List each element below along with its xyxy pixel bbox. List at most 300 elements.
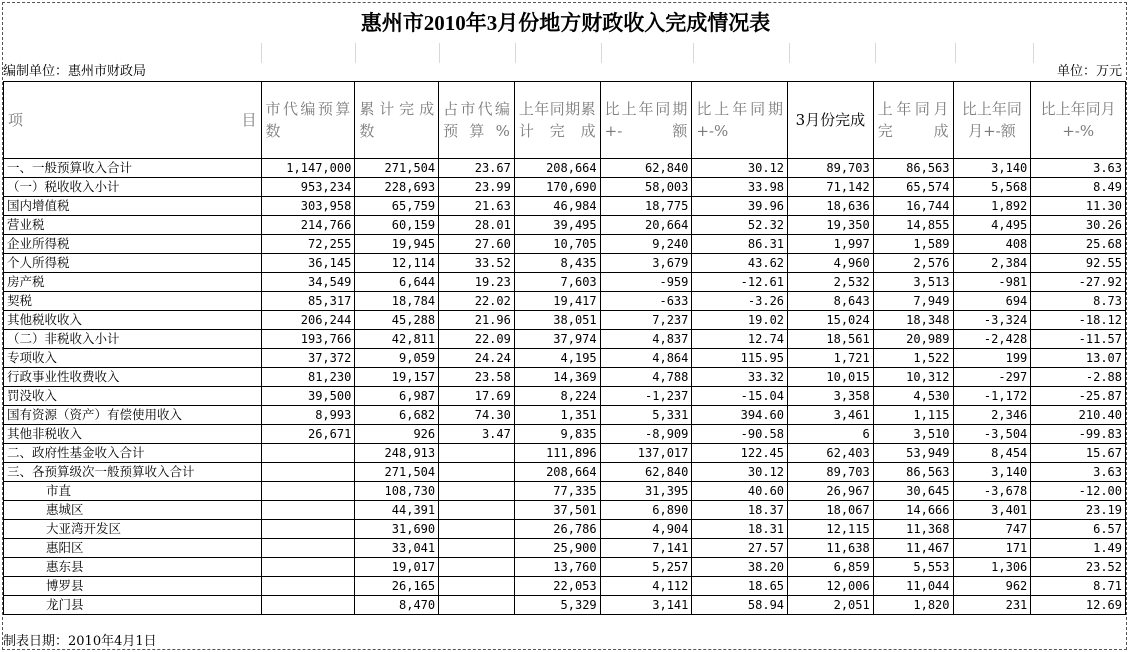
cell-col7: 89,703 <box>788 159 874 178</box>
cell-col4: 10,705 <box>514 235 600 254</box>
cell-col8: 11,044 <box>873 577 953 596</box>
cell-col6: -12.61 <box>692 273 788 292</box>
cell-col8: 7,949 <box>873 292 953 311</box>
cell-col9: 3,401 <box>953 501 1031 520</box>
cell-col3 <box>439 577 515 596</box>
revenue-table <box>3 81 1126 615</box>
row-label: 博罗县 <box>4 577 262 596</box>
cell-col7: 8,643 <box>788 292 874 311</box>
cell-col5: 18,775 <box>600 197 692 216</box>
cell-col10: 12.69 <box>1031 596 1126 615</box>
header-yoy-amount: 比上年同期+-额 <box>600 82 692 159</box>
cell-col7: 6,859 <box>788 558 874 577</box>
cell-col2: 45,288 <box>355 311 439 330</box>
cell-col2: 42,811 <box>355 330 439 349</box>
cell-col2: 108,730 <box>355 482 439 501</box>
row-label: 专项收入 <box>4 349 262 368</box>
cell-col10: 6.57 <box>1031 520 1126 539</box>
cell-col4: 37,974 <box>514 330 600 349</box>
cell-col3: 3.47 <box>439 425 515 444</box>
cell-col1: 72,255 <box>261 235 355 254</box>
table-row <box>4 596 1126 615</box>
row-label: 大亚湾开发区 <box>4 520 262 539</box>
cell-col9: 5,568 <box>953 178 1031 197</box>
cell-col7: 12,006 <box>788 577 874 596</box>
table-row <box>4 444 1126 463</box>
cell-col2: 8,470 <box>355 596 439 615</box>
header-item-left: 项 <box>8 111 24 129</box>
cell-col9: 408 <box>953 235 1031 254</box>
cell-col5: 9,240 <box>600 235 692 254</box>
cell-col1 <box>261 501 355 520</box>
cell-col7: 18,561 <box>788 330 874 349</box>
cell-col9: 747 <box>953 520 1031 539</box>
cell-col2: 60,159 <box>355 216 439 235</box>
cell-col5: 4,788 <box>600 368 692 387</box>
cell-col8: 1,115 <box>873 406 953 425</box>
cell-col1: 303,958 <box>261 197 355 216</box>
cell-col9: -1,172 <box>953 387 1031 406</box>
cell-col9: 694 <box>953 292 1031 311</box>
cell-col4: 38,051 <box>514 311 600 330</box>
table-row <box>4 425 1126 444</box>
header-mom-amount: 比上年同月+-额 <box>953 82 1031 159</box>
cell-col2: 271,504 <box>355 159 439 178</box>
cell-col7: 10,015 <box>788 368 874 387</box>
cell-col6: 12.74 <box>692 330 788 349</box>
row-label: 营业税 <box>4 216 262 235</box>
cell-col5: 7,141 <box>600 539 692 558</box>
header-cumulative: 累计完成数 <box>355 82 439 159</box>
cell-col4: 5,329 <box>514 596 600 615</box>
cell-col3: 19.23 <box>439 273 515 292</box>
cell-col5: 62,840 <box>600 159 692 178</box>
cell-col1: 8,993 <box>261 406 355 425</box>
cell-col7: 62,403 <box>788 444 874 463</box>
table-row <box>4 292 1126 311</box>
row-label: 房产税 <box>4 273 262 292</box>
cell-col5: 20,664 <box>600 216 692 235</box>
cell-col10: -12.00 <box>1031 482 1126 501</box>
cell-col10: 3.63 <box>1031 463 1126 482</box>
cell-col1: 26,671 <box>261 425 355 444</box>
cell-col7: 18,067 <box>788 501 874 520</box>
cell-col6: 38.20 <box>692 558 788 577</box>
cell-col8: 30,645 <box>873 482 953 501</box>
cell-col6: 58.94 <box>692 596 788 615</box>
cell-col2: 248,913 <box>355 444 439 463</box>
cell-col2: 12,114 <box>355 254 439 273</box>
cell-col1: 34,549 <box>261 273 355 292</box>
cell-col3: 17.69 <box>439 387 515 406</box>
cell-col8: 14,666 <box>873 501 953 520</box>
cell-col6: 18.65 <box>692 577 788 596</box>
cell-col5: 5,331 <box>600 406 692 425</box>
cell-col8: 3,513 <box>873 273 953 292</box>
cell-col4: 26,786 <box>514 520 600 539</box>
cell-col3 <box>439 482 515 501</box>
row-label: （一）税收收入小计 <box>4 178 262 197</box>
row-label: 其他税收收入 <box>4 311 262 330</box>
table-row <box>4 197 1126 216</box>
cell-col9: -981 <box>953 273 1031 292</box>
cell-col9: 3,140 <box>953 159 1031 178</box>
cell-col10: 13.07 <box>1031 349 1126 368</box>
cell-col10: 23.19 <box>1031 501 1126 520</box>
cell-col6: 40.60 <box>692 482 788 501</box>
row-label: 个人所得税 <box>4 254 262 273</box>
cell-col6: 115.95 <box>692 349 788 368</box>
cell-col3 <box>439 444 515 463</box>
table-row <box>4 178 1126 197</box>
cell-col9: -3,324 <box>953 311 1031 330</box>
cell-col8: 10,312 <box>873 368 953 387</box>
cell-col5: 7,237 <box>600 311 692 330</box>
cell-col7: 1,721 <box>788 349 874 368</box>
cell-col2: 926 <box>355 425 439 444</box>
cell-col2: 6,682 <box>355 406 439 425</box>
cell-col4: 14,369 <box>514 368 600 387</box>
cell-col4: 111,896 <box>514 444 600 463</box>
cell-col10: 92.55 <box>1031 254 1126 273</box>
cell-col8: 1,820 <box>873 596 953 615</box>
cell-col9: -3,504 <box>953 425 1031 444</box>
cell-col6: -3.26 <box>692 292 788 311</box>
cell-col8: 65,574 <box>873 178 953 197</box>
cell-col1 <box>261 596 355 615</box>
cell-col8: 11,368 <box>873 520 953 539</box>
row-label: 惠城区 <box>4 501 262 520</box>
cell-col10: 8.71 <box>1031 577 1126 596</box>
cell-col10: 8.73 <box>1031 292 1126 311</box>
cell-col2: 31,690 <box>355 520 439 539</box>
cell-col3: 28.01 <box>439 216 515 235</box>
cell-col7: 6 <box>788 425 874 444</box>
cell-col4: 37,501 <box>514 501 600 520</box>
cell-col8: 53,949 <box>873 444 953 463</box>
cell-col2: 9,059 <box>355 349 439 368</box>
cell-col4: 13,760 <box>514 558 600 577</box>
cell-col8: 18,348 <box>873 311 953 330</box>
cell-col6: 33.98 <box>692 178 788 197</box>
table-row <box>4 330 1126 349</box>
cell-col6: 86.31 <box>692 235 788 254</box>
cell-col4: 7,603 <box>514 273 600 292</box>
cell-col9: 2,384 <box>953 254 1031 273</box>
cell-col2: 271,504 <box>355 463 439 482</box>
cell-col10: -99.83 <box>1031 425 1126 444</box>
cell-col4: 46,984 <box>514 197 600 216</box>
cell-col8: 3,510 <box>873 425 953 444</box>
table-row <box>4 539 1126 558</box>
table-row <box>4 387 1126 406</box>
cell-col3: 21.96 <box>439 311 515 330</box>
cell-col6: -15.04 <box>692 387 788 406</box>
cell-col3: 22.09 <box>439 330 515 349</box>
cell-col7: 12,115 <box>788 520 874 539</box>
cell-col10: -18.12 <box>1031 311 1126 330</box>
cell-col3 <box>439 558 515 577</box>
cell-col8: 2,576 <box>873 254 953 273</box>
cell-col3: 23.99 <box>439 178 515 197</box>
cell-col5: 4,837 <box>600 330 692 349</box>
cell-col3: 23.67 <box>439 159 515 178</box>
cell-col8: 5,553 <box>873 558 953 577</box>
cell-col6: 394.60 <box>692 406 788 425</box>
table-row <box>4 273 1126 292</box>
cell-col4: 22,053 <box>514 577 600 596</box>
cell-col7: 4,960 <box>788 254 874 273</box>
header-row <box>4 82 1126 159</box>
cell-col10: 25.68 <box>1031 235 1126 254</box>
cell-col1 <box>261 444 355 463</box>
cell-col4: 39,495 <box>514 216 600 235</box>
cell-col10: 3.63 <box>1031 159 1126 178</box>
row-label: 市直 <box>4 482 262 501</box>
cell-col6: -90.58 <box>692 425 788 444</box>
cell-col7: 19,350 <box>788 216 874 235</box>
cell-col1: 1,147,000 <box>261 159 355 178</box>
header-march-completed: 3月份完成 <box>788 82 874 159</box>
cell-col2: 19,017 <box>355 558 439 577</box>
cell-col7: 3,461 <box>788 406 874 425</box>
cell-col2: 33,041 <box>355 539 439 558</box>
table-row <box>4 254 1126 273</box>
cell-col3: 33.52 <box>439 254 515 273</box>
row-label: （二）非税收入小计 <box>4 330 262 349</box>
table-row <box>4 520 1126 539</box>
row-label: 国内增值税 <box>4 197 262 216</box>
cell-col6: 33.32 <box>692 368 788 387</box>
empty-grid-row <box>3 43 1128 63</box>
cell-col6: 30.12 <box>692 463 788 482</box>
cell-col3: 21.63 <box>439 197 515 216</box>
cell-col3 <box>439 463 515 482</box>
cell-col2: 6,644 <box>355 273 439 292</box>
cell-col7: 71,142 <box>788 178 874 197</box>
cell-col10: 11.30 <box>1031 197 1126 216</box>
row-label: 国有资源（资产）有偿使用收入 <box>4 406 262 425</box>
row-label: 二、政府性基金收入合计 <box>4 444 262 463</box>
cell-col3 <box>439 501 515 520</box>
cell-col10: 8.49 <box>1031 178 1126 197</box>
cell-col1: 81,230 <box>261 368 355 387</box>
cell-col7: 2,051 <box>788 596 874 615</box>
cell-col8: 20,989 <box>873 330 953 349</box>
cell-col2: 6,987 <box>355 387 439 406</box>
cell-col5: 6,890 <box>600 501 692 520</box>
cell-col8: 86,563 <box>873 463 953 482</box>
cell-col9: -297 <box>953 368 1031 387</box>
cell-col10: 30.26 <box>1031 216 1126 235</box>
cell-col3: 22.02 <box>439 292 515 311</box>
cell-col5: 4,904 <box>600 520 692 539</box>
cell-col6: 18.37 <box>692 501 788 520</box>
cell-col4: 25,900 <box>514 539 600 558</box>
cell-col8: 86,563 <box>873 159 953 178</box>
cell-col10: -25.87 <box>1031 387 1126 406</box>
row-label: 龙门县 <box>4 596 262 615</box>
cell-col5: -1,237 <box>600 387 692 406</box>
cell-col9: 1,892 <box>953 197 1031 216</box>
table-row <box>4 235 1126 254</box>
cell-col5: 4,112 <box>600 577 692 596</box>
cell-col7: 18,636 <box>788 197 874 216</box>
cell-col2: 18,784 <box>355 292 439 311</box>
header-budget-pct: 占市代编预算% <box>439 82 515 159</box>
table-row <box>4 368 1126 387</box>
cell-col9: 4,495 <box>953 216 1031 235</box>
cell-col5: 58,003 <box>600 178 692 197</box>
table-row <box>4 406 1126 425</box>
cell-col8: 14,855 <box>873 216 953 235</box>
cell-col6: 52.32 <box>692 216 788 235</box>
cell-col10: 1.49 <box>1031 539 1126 558</box>
header-item-right: 目 <box>241 111 257 129</box>
cell-col6: 27.57 <box>692 539 788 558</box>
cell-col4: 1,351 <box>514 406 600 425</box>
row-label: 惠阳区 <box>4 539 262 558</box>
cell-col9: 2,346 <box>953 406 1031 425</box>
row-label: 其他非税收入 <box>4 425 262 444</box>
cell-col6: 30.12 <box>692 159 788 178</box>
cell-col8: 16,744 <box>873 197 953 216</box>
cell-col6: 43.62 <box>692 254 788 273</box>
spreadsheet-sheet <box>2 2 1127 650</box>
cell-col1 <box>261 558 355 577</box>
cell-col9: 1,306 <box>953 558 1031 577</box>
cell-col6: 39.96 <box>692 197 788 216</box>
cell-col3 <box>439 539 515 558</box>
cell-col6: 122.45 <box>692 444 788 463</box>
cell-col7: 3,358 <box>788 387 874 406</box>
cell-col4: 4,195 <box>514 349 600 368</box>
cell-col1: 36,145 <box>261 254 355 273</box>
cell-col5: 62,840 <box>600 463 692 482</box>
cell-col7: 11,638 <box>788 539 874 558</box>
table-row <box>4 577 1126 596</box>
cell-col1 <box>261 482 355 501</box>
cell-col4: 170,690 <box>514 178 600 197</box>
cell-col4: 8,224 <box>514 387 600 406</box>
cell-col5: 3,141 <box>600 596 692 615</box>
row-label: 企业所得税 <box>4 235 262 254</box>
row-label: 惠东县 <box>4 558 262 577</box>
cell-col4: 9,835 <box>514 425 600 444</box>
cell-col9: -3,678 <box>953 482 1031 501</box>
cell-col5: 137,017 <box>600 444 692 463</box>
cell-col1 <box>261 539 355 558</box>
cell-col2: 19,945 <box>355 235 439 254</box>
header-last-year-cumulative: 上年同期累计完成 <box>514 82 600 159</box>
cell-col9: 199 <box>953 349 1031 368</box>
table-row <box>4 311 1126 330</box>
table-row <box>4 159 1126 178</box>
cell-col10: 23.52 <box>1031 558 1126 577</box>
cell-col10: 15.67 <box>1031 444 1126 463</box>
cell-col6: 19.02 <box>692 311 788 330</box>
report-date: 制表日期：2010年4月1日 <box>3 634 157 649</box>
header-last-year-month: 上年同月完成 <box>873 82 953 159</box>
cell-col2: 19,157 <box>355 368 439 387</box>
cell-col2: 26,165 <box>355 577 439 596</box>
cell-col9: 231 <box>953 596 1031 615</box>
cell-col9: 171 <box>953 539 1031 558</box>
cell-col1: 39,500 <box>261 387 355 406</box>
cell-col10: -11.57 <box>1031 330 1126 349</box>
cell-col1: 214,766 <box>261 216 355 235</box>
cell-col10: -27.92 <box>1031 273 1126 292</box>
cell-col4: 19,417 <box>514 292 600 311</box>
table-row <box>4 349 1126 368</box>
header-budget: 市代编预算数 <box>261 82 355 159</box>
compiling-unit: 编制单位：惠州市财政局 <box>3 64 147 79</box>
cell-col1: 193,766 <box>261 330 355 349</box>
cell-col5: 3,679 <box>600 254 692 273</box>
cell-col8: 1,589 <box>873 235 953 254</box>
cell-col7: 15,024 <box>788 311 874 330</box>
cell-col6: 18.31 <box>692 520 788 539</box>
header-mom-pct: 比上年同月+-% <box>1031 82 1126 159</box>
cell-col10: 210.40 <box>1031 406 1126 425</box>
cell-col3 <box>439 596 515 615</box>
cell-col1: 85,317 <box>261 292 355 311</box>
cell-col2: 65,759 <box>355 197 439 216</box>
cell-col3 <box>439 520 515 539</box>
cell-col4: 208,664 <box>514 159 600 178</box>
table-row <box>4 482 1126 501</box>
cell-col5: -959 <box>600 273 692 292</box>
cell-col7: 26,967 <box>788 482 874 501</box>
cell-col5: -8,909 <box>600 425 692 444</box>
header-yoy-pct: 比上年同期+-% <box>692 82 788 159</box>
cell-col1 <box>261 463 355 482</box>
cell-col1 <box>261 520 355 539</box>
cell-col8: 4,530 <box>873 387 953 406</box>
header-item <box>4 82 262 159</box>
cell-col1 <box>261 577 355 596</box>
cell-col8: 1,522 <box>873 349 953 368</box>
cell-col3: 27.60 <box>439 235 515 254</box>
table-row <box>4 501 1126 520</box>
table-row <box>4 558 1126 577</box>
cell-col8: 11,467 <box>873 539 953 558</box>
row-label: 三、各预算级次一般预算收入合计 <box>4 463 262 482</box>
cell-col7: 89,703 <box>788 463 874 482</box>
cell-col4: 8,435 <box>514 254 600 273</box>
cell-col5: 31,395 <box>600 482 692 501</box>
report-title: 惠州市2010年3月份地方财政收入完成情况表 <box>360 11 771 35</box>
row-label: 行政事业性收费收入 <box>4 368 262 387</box>
cell-col9: -2,428 <box>953 330 1031 349</box>
cell-col9: 8,454 <box>953 444 1031 463</box>
cell-col3: 74.30 <box>439 406 515 425</box>
cell-col1: 206,244 <box>261 311 355 330</box>
cell-col2: 228,693 <box>355 178 439 197</box>
table-row <box>4 463 1126 482</box>
row-label: 一、一般预算收入合计 <box>4 159 262 178</box>
cell-col5: -633 <box>600 292 692 311</box>
cell-col2: 44,391 <box>355 501 439 520</box>
cell-col5: 4,864 <box>600 349 692 368</box>
cell-col9: 3,140 <box>953 463 1031 482</box>
cell-col1: 37,372 <box>261 349 355 368</box>
cell-col7: 2,532 <box>788 273 874 292</box>
cell-col3: 24.24 <box>439 349 515 368</box>
row-label: 契税 <box>4 292 262 311</box>
cell-col3: 23.58 <box>439 368 515 387</box>
cell-col4: 77,335 <box>514 482 600 501</box>
